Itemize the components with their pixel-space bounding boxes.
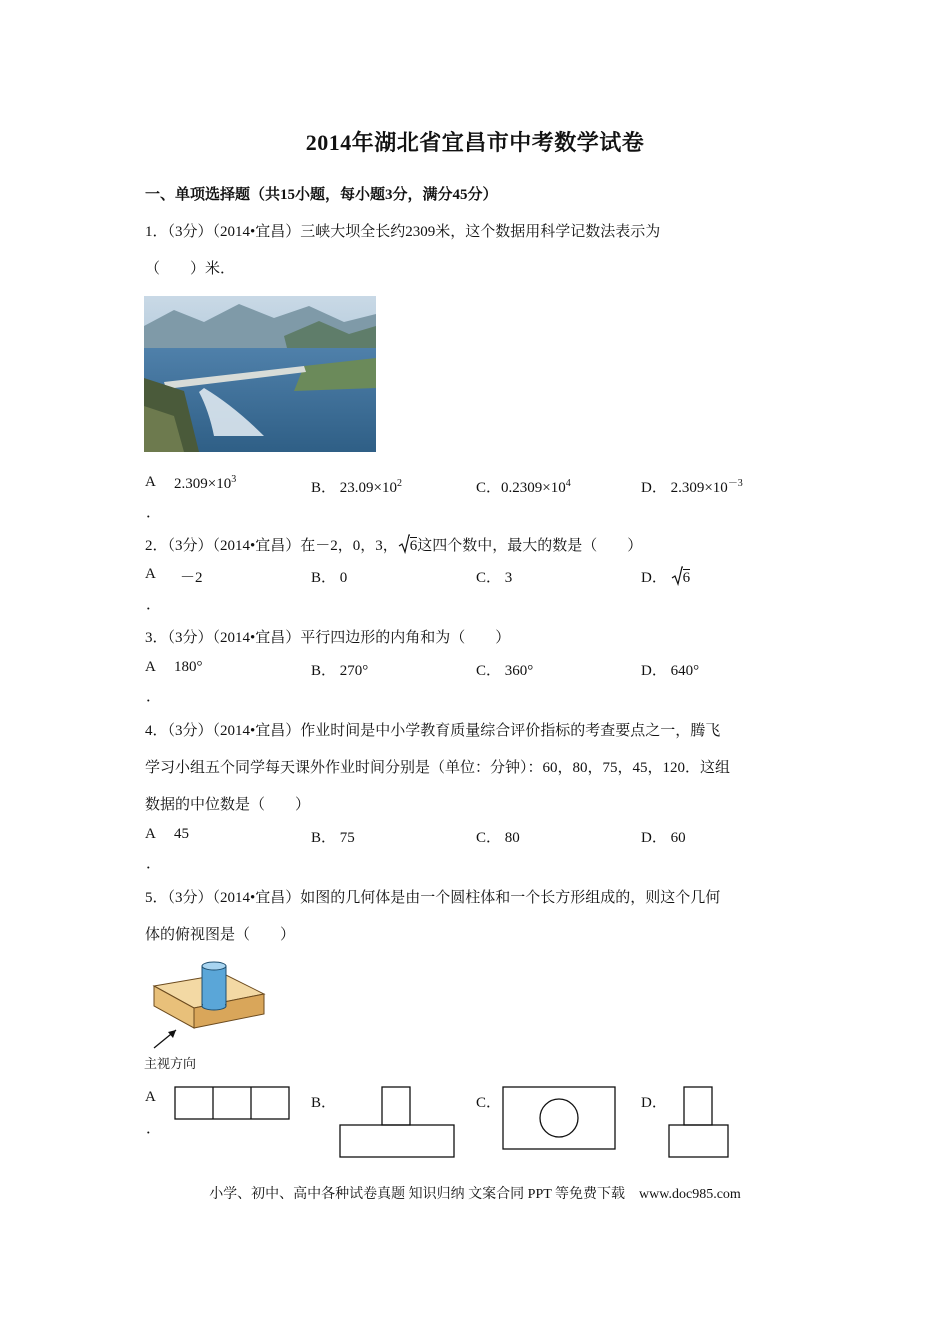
q2-option-d: D． 6 <box>641 566 690 587</box>
q3-option-a-label: A <box>145 659 156 675</box>
q5-option-b-figure <box>339 1086 456 1159</box>
q5-option-c-figure <box>502 1086 617 1150</box>
q1-stem-line2: （ ）米． <box>145 261 236 277</box>
q2-option-b: B． 0 <box>311 570 348 586</box>
q2-stem: 2．（3分）（2014•宜昌）在－2，0，3， 6这四个数中，最大的数是（ ） <box>145 534 642 555</box>
q4-option-a-label: A <box>145 826 156 842</box>
q1-option-a-value: $2.309\times 10^3$ <box>174 474 237 492</box>
q5-option-d-figure <box>668 1086 730 1159</box>
q1-option-d: D． $2.309\times 10^{-3}$ <box>641 478 743 496</box>
q3-option-c: C． 360° <box>476 663 534 679</box>
q5-option-c-label: C． <box>476 1095 502 1111</box>
q2-option-dot: ． <box>146 597 162 613</box>
sqrt-six-symbol: 6 <box>398 534 418 555</box>
q5-stem-line1: 5．（3分）（2014•宜昌）如图的几何体是由一个圆柱体和一个长方形组成的，则这个几何 <box>145 890 721 906</box>
q3-stem: 3．（3分）（2014•宜昌）平行四边形的内角和为（ ） <box>145 630 511 646</box>
q4-stem-line3: 数据的中位数是（ ） <box>145 797 311 813</box>
q3-option-b: B． 270° <box>311 663 369 679</box>
q5-option-dot: ． <box>146 1121 162 1137</box>
q4-stem-line1: 4．（3分）（2014•宜昌）作业时间是中小学教育质量综合评价指标的考查要点之一，腾飞 <box>145 723 721 739</box>
section-heading: 一、单项选择题（共15小题，每小题3分，满分45分） <box>145 187 498 203</box>
q5-option-d-label: D． <box>641 1095 667 1111</box>
q3-option-dot: ． <box>146 689 162 705</box>
geometric-solid-figure <box>144 956 269 1076</box>
q4-option-c: C． 80 <box>476 830 520 846</box>
q4-stem-line2: 学习小组五个同学每天课外作业时间分别是（单位：分钟）：60，80，75，45，120．这组 <box>145 760 731 776</box>
q1-stem-line1: 1．（3分）（2014•宜昌）三峡大坝全长约2309米，这个数据用科学记数法表示为 <box>145 224 661 240</box>
q2-option-c: C． 3 <box>476 570 513 586</box>
footer-download-note: 小学、初中、高中各种试卷真题 知识归纳 文案合同 PPT 等免费下载 www.doc985.com <box>209 1187 741 1202</box>
q4-option-dot: ． <box>146 856 162 872</box>
q1-option-b: B． $23.09\times 10^2$ <box>311 478 402 496</box>
q5-option-a-label: A <box>145 1089 156 1105</box>
q3-option-a-value: 180° <box>174 659 203 675</box>
three-gorges-dam-photo <box>144 296 376 452</box>
q1-option-dot: ． <box>146 505 162 521</box>
q4-option-b: B． 75 <box>311 830 355 846</box>
q4-option-d: D． 60 <box>641 830 686 846</box>
sqrt-six-symbol: 6 <box>671 566 691 587</box>
q1-option-a-label: A <box>145 474 156 490</box>
q1-option-c: C．$0.2309\times 10^4$ <box>476 478 571 496</box>
q5-option-b-label: B． <box>311 1095 337 1111</box>
q4-option-a-value: 45 <box>174 826 189 842</box>
q2-option-a-value: －2 <box>180 570 203 586</box>
q2-option-a-label: A <box>145 566 156 582</box>
q5-option-a-figure <box>174 1086 291 1121</box>
q5-stem-line2: 体的俯视图是（ ） <box>145 927 296 943</box>
figure-caption-front-view: 主视方向 <box>144 1057 197 1072</box>
page-title: 2014年湖北省宜昌市中考数学试卷 <box>305 130 645 155</box>
q3-option-d: D． 640° <box>641 663 700 679</box>
